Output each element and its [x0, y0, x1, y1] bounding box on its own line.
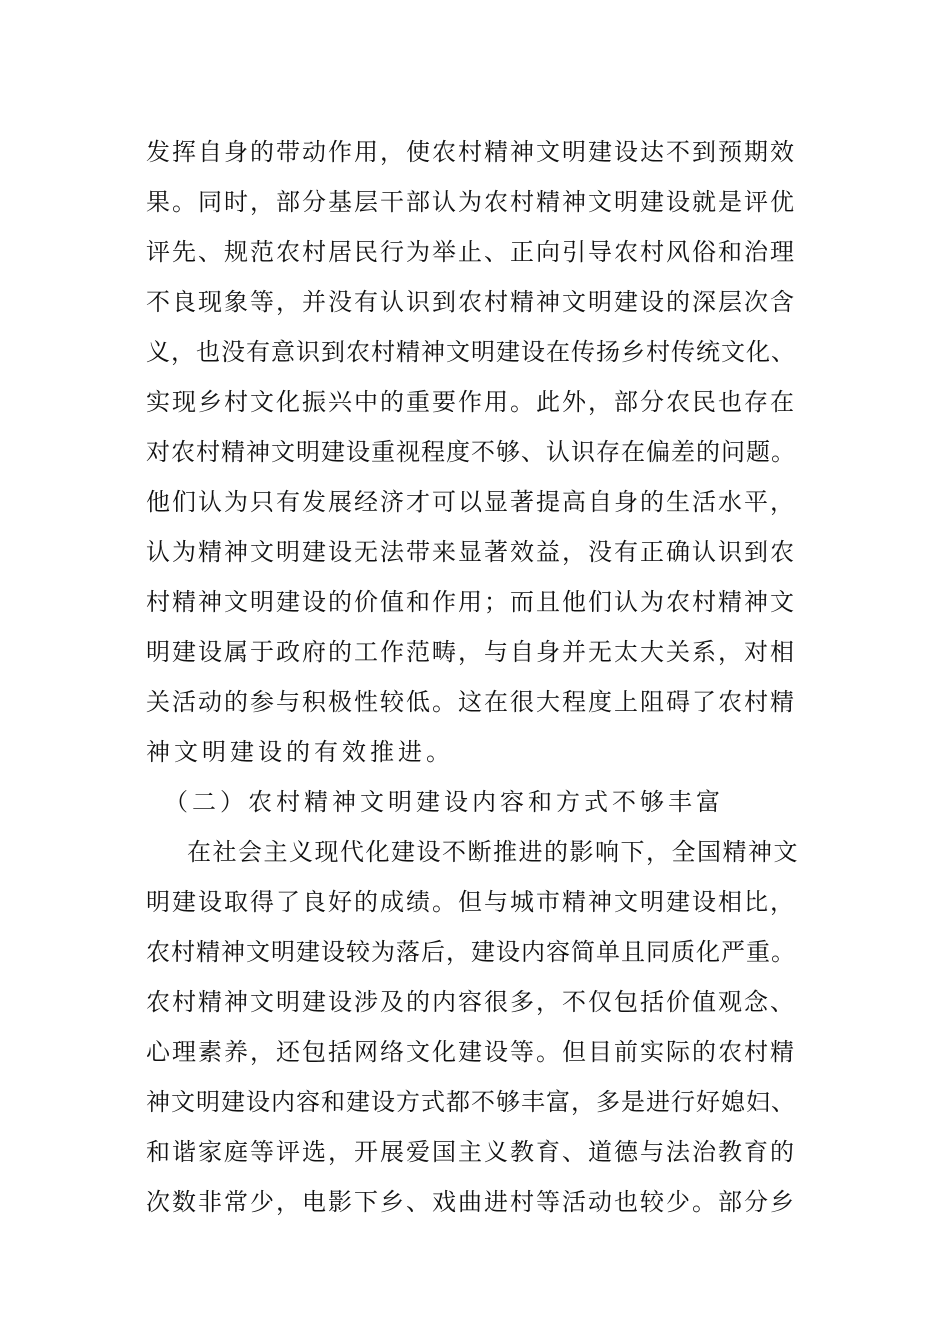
text-line-7: 对农村精神文明建设重视程度不够、认识存在偏差的问题。	[146, 438, 796, 466]
text-line-15: 在社会主义现代化建设不断推进的影响下，全国精神文	[187, 838, 799, 866]
section-heading: （二）农村精神文明建设内容和方式不够丰富	[164, 788, 724, 816]
text-line-11: 明建设属于政府的工作范畴，与自身并无太大关系，对相	[146, 638, 796, 666]
text-line-10: 村精神文明建设的价值和作用；而且他们认为农村精神文	[146, 588, 796, 616]
text-line-22: 次数非常少，电影下乡、戏曲进村等活动也较少。部分乡	[146, 1188, 796, 1216]
text-line-20: 神文明建设内容和建设方式都不够丰富，多是进行好媳妇、	[146, 1088, 796, 1116]
text-line-2: 果。同时，部分基层干部认为农村精神文明建设就是评优	[146, 188, 796, 216]
text-line-16: 明建设取得了良好的成绩。但与城市精神文明建设相比，	[146, 888, 796, 916]
text-line-19: 心理素养，还包括网络文化建设等。但目前实际的农村精	[146, 1038, 796, 1066]
text-line-9: 认为精神文明建设无法带来显著效益，没有正确认识到农	[146, 538, 796, 566]
text-line-3: 评先、规范农村居民行为举止、正向引导农村风俗和治理	[146, 238, 796, 266]
text-line-1: 发挥自身的带动作用，使农村精神文明建设达不到预期效	[146, 138, 796, 166]
text-line-13: 神文明建设的有效推进。	[146, 738, 454, 766]
text-line-17: 农村精神文明建设较为落后，建设内容简单且同质化严重。	[146, 938, 796, 966]
text-line-4: 不良现象等，并没有认识到农村精神文明建设的深层次含	[146, 288, 796, 316]
text-line-12: 关活动的参与积极性较低。这在很大程度上阻碍了农村精	[146, 688, 796, 716]
text-line-5: 义，也没有意识到农村精神文明建设在传扬乡村传统文化、	[146, 338, 796, 366]
text-line-8: 他们认为只有发展经济才可以显著提高自身的生活水平，	[146, 488, 796, 516]
text-line-6: 实现乡村文化振兴中的重要作用。此外，部分农民也存在	[146, 388, 796, 416]
text-line-18: 农村精神文明建设涉及的内容很多，不仅包括价值观念、	[146, 988, 796, 1016]
text-line-21: 和谐家庭等评选，开展爱国主义教育、道德与法治教育的	[146, 1138, 796, 1166]
